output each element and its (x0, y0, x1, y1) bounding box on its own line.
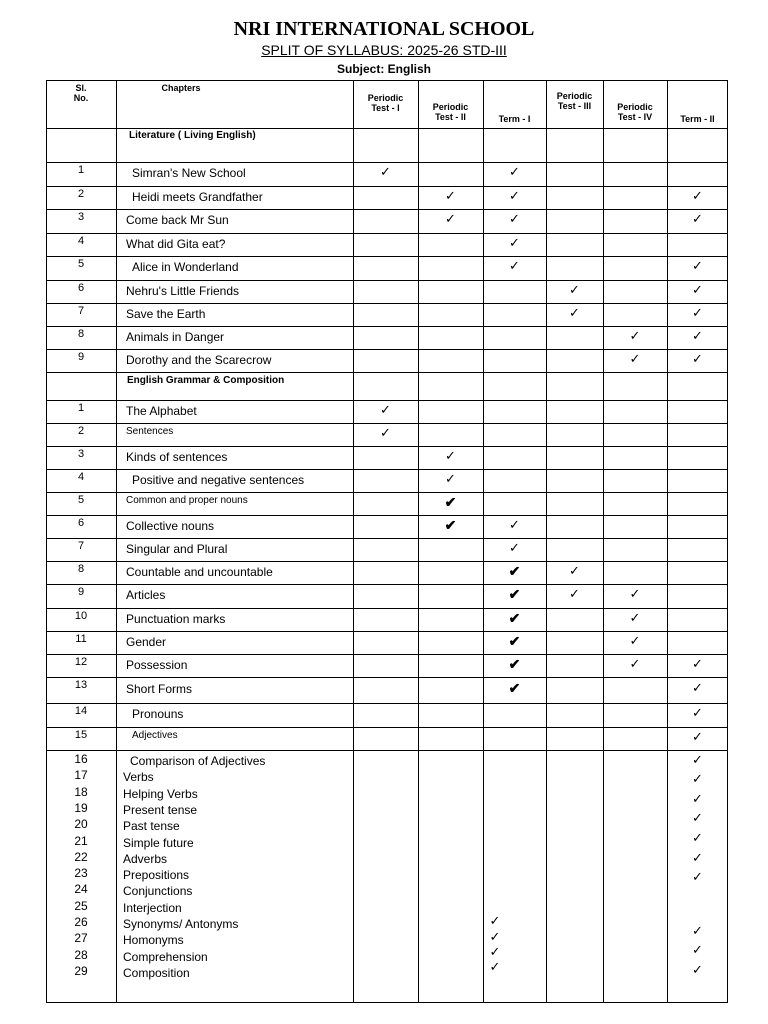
row-number: 8 (77, 563, 85, 575)
chapter-name: Sentences (126, 426, 174, 437)
chapter-name: Conjunctions (123, 884, 193, 899)
row-number: 5 (77, 494, 85, 506)
check-mark-term1: ✓ (509, 164, 520, 179)
chapter-name: Punctuation marks (126, 612, 226, 626)
row-divider (46, 326, 728, 327)
chapter-name: Articles (126, 588, 166, 602)
check-mark-term2: ✓ (692, 752, 703, 767)
chapter-name: Pronouns (132, 707, 184, 721)
chapter-name: Adjectives (132, 730, 178, 741)
syllabus-title-text: SPLIT OF SYLLABUS: 2025-26 STD-III (261, 42, 507, 58)
check-mark-pt4: ✓ (629, 656, 641, 671)
check-mark-term1: ✓ (509, 235, 520, 250)
row-divider (46, 727, 728, 728)
chapter-name: Verbs (123, 770, 154, 785)
check-mark-term2: ✓ (692, 328, 703, 343)
row-number: 23 (74, 866, 88, 881)
header-sl-no (46, 83, 116, 103)
row-divider (46, 372, 728, 373)
row-number: 1 (77, 164, 85, 176)
row-divider (46, 233, 728, 234)
row-number: 8 (77, 328, 85, 340)
row-number: 9 (77, 586, 85, 598)
row-divider (46, 631, 728, 632)
check-mark-term1: ✓ (509, 188, 520, 203)
row-number: 27 (74, 931, 88, 946)
check-mark-term1: ✓ (489, 929, 501, 944)
header-term-2: Term - II (680, 114, 715, 124)
row-divider (46, 469, 728, 470)
check-mark-term1: ✓ (509, 517, 520, 532)
row-number: 2 (77, 425, 85, 437)
row-divider (46, 515, 728, 516)
chapter-name: Save the Earth (126, 307, 206, 321)
check-mark-term1: ✔ (508, 680, 521, 696)
check-mark-pt1: ✓ (380, 164, 391, 179)
row-number: 24 (74, 882, 88, 897)
row-divider (46, 349, 728, 350)
row-number: 28 (74, 947, 88, 962)
chapter-name: Gender (126, 635, 167, 649)
chapter-name: Simran's New School (132, 166, 246, 180)
check-mark-term2: ✓ (692, 942, 703, 957)
check-mark-term2: ✓ (692, 923, 703, 938)
row-divider (46, 654, 728, 655)
header-periodic-test-2-line: Periodic (432, 102, 469, 112)
check-mark-pt4: ✓ (629, 610, 641, 625)
chapter-name: Present tense (123, 802, 198, 817)
row-number: 18 (74, 784, 88, 799)
header-periodic-test-1-line: Periodic (367, 93, 404, 103)
column-divider (546, 80, 547, 1003)
row-number: 16 (74, 752, 88, 766)
check-mark-pt3: ✓ (569, 282, 580, 297)
header-periodic-test-4 (603, 102, 667, 122)
check-mark-term1: ✔ (508, 656, 521, 672)
row-number: 17 (74, 768, 88, 783)
check-mark-pt2: ✓ (445, 188, 456, 203)
check-mark-term2: ✓ (692, 305, 703, 320)
row-number: 4 (77, 471, 85, 483)
check-mark-pt3: ✓ (569, 563, 580, 578)
check-mark-pt4: ✓ (629, 586, 641, 601)
chapter-name: What did Gita eat? (126, 237, 226, 251)
table-border-bottom (46, 1002, 728, 1003)
row-number: 7 (77, 305, 85, 317)
row-divider (46, 423, 728, 424)
check-mark-term1: ✔ (508, 610, 521, 626)
row-divider (46, 538, 728, 539)
check-mark-pt2: ✔ (444, 517, 457, 533)
header-chapters: Chapters (161, 83, 201, 93)
chapter-name: Past tense (123, 819, 180, 834)
chapter-name: Composition (123, 965, 190, 980)
row-number: 10 (74, 610, 88, 622)
row-number: 25 (74, 898, 88, 913)
check-mark-pt3: ✓ (569, 305, 580, 320)
section-literature: Literature ( Living English) (129, 130, 256, 141)
row-number: 2 (77, 188, 85, 200)
syllabus-table (46, 80, 728, 1003)
row-number: 9 (77, 351, 85, 363)
header-periodic-test-3-line: Test - III (557, 101, 592, 111)
row-divider (46, 492, 728, 493)
row-divider (46, 750, 728, 751)
check-mark-pt4: ✓ (629, 351, 641, 366)
check-mark-term1: ✓ (509, 540, 520, 555)
row-number: 6 (77, 282, 85, 294)
check-mark-term1: ✓ (509, 211, 520, 226)
subject-line: Subject: English (336, 62, 431, 76)
chapter-name: Countable and uncountable (126, 565, 273, 579)
chapter-name: Simple future (123, 835, 194, 850)
row-number: 13 (74, 679, 88, 691)
header-periodic-test-1-line: Test - I (371, 103, 400, 113)
check-mark-pt2: ✔ (444, 494, 457, 510)
chapter-name: Dorothy and the Scarecrow (126, 353, 272, 367)
check-mark-term2: ✓ (692, 188, 703, 203)
check-mark-term2: ✓ (692, 680, 703, 695)
row-divider (46, 400, 728, 401)
row-number: 15 (74, 729, 88, 741)
check-mark-term2: ✓ (692, 771, 703, 786)
chapter-name: Adverbs (123, 851, 168, 866)
syllabus-title (0, 42, 768, 58)
row-number: 26 (74, 915, 88, 929)
chapter-name: Interjection (123, 900, 182, 915)
check-mark-term2: ✓ (692, 810, 703, 825)
check-mark-pt1: ✓ (380, 425, 391, 440)
chapter-name: Short Forms (126, 682, 193, 696)
check-mark-term1: ✔ (508, 563, 521, 579)
header-sl: Sl. (75, 83, 87, 93)
chapter-name: Comparison of Adjectives (130, 754, 266, 768)
chapter-name: Positive and negative sentences (132, 473, 305, 487)
check-mark-term1: ✓ (489, 944, 501, 959)
check-mark-term2: ✓ (692, 351, 703, 366)
header-periodic-test-4-line: Test - IV (617, 112, 653, 122)
chapter-name: Helping Verbs (123, 786, 198, 801)
row-divider (46, 608, 728, 609)
check-mark-term2: ✓ (692, 791, 703, 806)
row-number: 22 (74, 849, 88, 864)
row-divider (46, 303, 728, 304)
row-number: 5 (77, 258, 85, 270)
check-mark-pt2: ✓ (445, 471, 456, 486)
check-mark-term2: ✓ (692, 869, 703, 884)
row-number: 12 (74, 656, 88, 668)
chapter-name: Alice in Wonderland (132, 260, 239, 274)
row-number: 11 (75, 633, 87, 645)
chapter-name: Comprehension (123, 949, 208, 964)
header-periodic-test-2-line: Test - II (435, 112, 466, 122)
row-number: 6 (77, 517, 85, 529)
check-mark-term1: ✓ (509, 258, 520, 273)
row-divider (46, 209, 728, 210)
row-number: 3 (77, 448, 85, 460)
section-grammar: English Grammar & Composition (127, 375, 285, 386)
chapter-name: Come back Mr Sun (126, 213, 229, 227)
table-border-top (46, 80, 728, 81)
check-mark-term2: ✓ (692, 729, 703, 744)
header-periodic-test-3 (546, 91, 603, 111)
check-mark-pt2: ✓ (445, 448, 456, 463)
row-number: 3 (77, 211, 85, 223)
row-divider (46, 128, 728, 129)
header-term-1: Term - I (498, 114, 531, 124)
check-mark-term2: ✓ (692, 830, 703, 845)
check-mark-term2: ✓ (692, 211, 703, 226)
check-mark-pt1: ✓ (380, 402, 391, 417)
chapter-name: Animals in Danger (126, 330, 225, 344)
row-divider (46, 703, 728, 704)
check-mark-term2: ✓ (692, 282, 703, 297)
check-mark-term1: ✓ (489, 959, 501, 974)
check-mark-term2: ✓ (692, 962, 703, 977)
row-divider (46, 584, 728, 585)
row-number: 20 (74, 817, 88, 832)
row-divider (46, 256, 728, 257)
chapter-name: Synonyms/ Antonyms (123, 917, 239, 931)
check-mark-term2: ✓ (692, 656, 703, 671)
row-number: 14 (74, 705, 88, 717)
header-periodic-test-2 (418, 102, 483, 122)
check-mark-pt4: ✓ (629, 328, 641, 343)
chapter-name: Heidi meets Grandfather (132, 190, 263, 204)
school-name: NRI INTERNATIONAL SCHOOL (233, 18, 535, 40)
row-divider (46, 162, 728, 163)
check-mark-pt2: ✓ (445, 211, 456, 226)
row-number: 4 (77, 235, 85, 247)
chapter-name: Kinds of sentences (126, 450, 228, 464)
row-number: 19 (74, 800, 88, 815)
check-mark-term1: ✓ (489, 913, 501, 928)
chapter-name: Prepositions (123, 868, 190, 883)
column-divider (116, 80, 117, 1003)
check-mark-term2: ✓ (692, 258, 703, 273)
check-mark-pt4: ✓ (629, 633, 641, 648)
chapter-name: Collective nouns (126, 519, 215, 533)
row-divider (46, 280, 728, 281)
chapter-name: Common and proper nouns (126, 495, 248, 506)
row-divider (46, 561, 728, 562)
row-number: 1 (77, 402, 85, 414)
check-mark-term2: ✓ (692, 850, 703, 865)
chapter-name: Homonyms (123, 933, 184, 948)
header-periodic-test-1 (353, 93, 418, 113)
chapter-name: The Alphabet (126, 404, 197, 418)
check-mark-term1: ✔ (508, 633, 521, 649)
chapter-name: Possession (126, 658, 188, 672)
column-divider (603, 80, 604, 1003)
row-divider (46, 186, 728, 187)
row-number: 7 (77, 540, 85, 552)
row-number: 29 (74, 963, 88, 978)
row-divider (46, 446, 728, 447)
check-mark-term1: ✔ (508, 586, 521, 602)
chapter-name: Singular and Plural (126, 542, 228, 556)
check-mark-term2: ✓ (692, 705, 703, 720)
check-mark-pt3: ✓ (569, 586, 580, 601)
chapter-name: Nehru's Little Friends (126, 284, 240, 298)
header-periodic-test-4-line: Periodic (617, 102, 653, 112)
header-periodic-test-3-line: Periodic (556, 91, 593, 101)
header-no: No. (73, 93, 89, 103)
row-number: 21 (74, 833, 88, 848)
column-divider (353, 80, 354, 1003)
row-divider (46, 677, 728, 678)
